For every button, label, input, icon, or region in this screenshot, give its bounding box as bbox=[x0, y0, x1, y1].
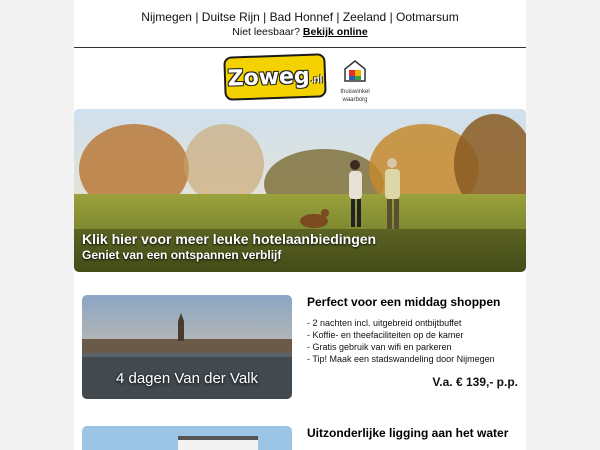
zoweg-logo-tld: .nl bbox=[310, 73, 323, 86]
destination-links bbox=[74, 10, 526, 24]
thuiswinkel-house-icon bbox=[344, 60, 366, 82]
newsletter bbox=[74, 0, 526, 450]
waterfront-hotel-image bbox=[82, 426, 292, 450]
link-zeeland[interactable]: Zeeland bbox=[342, 10, 387, 24]
list-item: - 2 nachten incl. uitgebreid ontbijtbuffet bbox=[307, 318, 462, 328]
thuiswinkel-label-1: thuiswinkel bbox=[340, 89, 370, 95]
zoweg-logo-text: Zoweg bbox=[227, 63, 311, 92]
logo-bar bbox=[74, 48, 526, 108]
link-duitse-rijn[interactable]: Duitse Rijn bbox=[201, 10, 260, 24]
offer-card bbox=[82, 295, 518, 405]
thuiswinkel-label-2: waarborg bbox=[342, 97, 368, 103]
offer-image[interactable] bbox=[82, 426, 292, 450]
separator: | bbox=[389, 10, 393, 24]
not-readable-text: Niet leesbaar? bbox=[232, 26, 300, 38]
offer-price: V.a. € 139,- p.p. bbox=[432, 375, 518, 389]
hero-banner[interactable] bbox=[74, 109, 526, 272]
thuiswinkel-logo[interactable] bbox=[338, 60, 372, 103]
view-online-line bbox=[74, 26, 526, 38]
link-nijmegen[interactable]: Nijmegen bbox=[141, 10, 192, 24]
link-bad-honnef[interactable]: Bad Honnef bbox=[269, 10, 334, 24]
separator: | bbox=[263, 10, 267, 24]
separator: | bbox=[195, 10, 199, 24]
offer-features bbox=[307, 317, 495, 365]
offer-card bbox=[82, 426, 518, 450]
hero-subtitle: Geniet van een ontspannen verblijf bbox=[82, 248, 282, 262]
list-item: - Gratis gebruik van wifi en parkeren bbox=[307, 342, 452, 352]
header bbox=[74, 0, 526, 48]
offer-image-caption: 4 dagen Van der Valk bbox=[115, 370, 259, 387]
offer-image[interactable] bbox=[82, 295, 292, 399]
separator: | bbox=[336, 10, 340, 24]
view-online-link[interactable]: Bekijk online bbox=[302, 26, 368, 38]
link-ootmarsum[interactable]: Ootmarsum bbox=[396, 10, 459, 24]
list-item: - Koffie- en theefaciliteiten op de kamer bbox=[307, 330, 464, 340]
offer-title[interactable]: Perfect voor een middag shoppen bbox=[307, 295, 501, 309]
list-item: - Tip! Maak een stadswandeling door Nijmegen bbox=[307, 354, 495, 364]
zoweg-logo[interactable] bbox=[223, 53, 326, 101]
hero-title: Klik hier voor meer leuke hotelaanbiedingen bbox=[82, 231, 377, 247]
offer-title[interactable]: Uitzonderlijke ligging aan het water bbox=[307, 426, 509, 440]
